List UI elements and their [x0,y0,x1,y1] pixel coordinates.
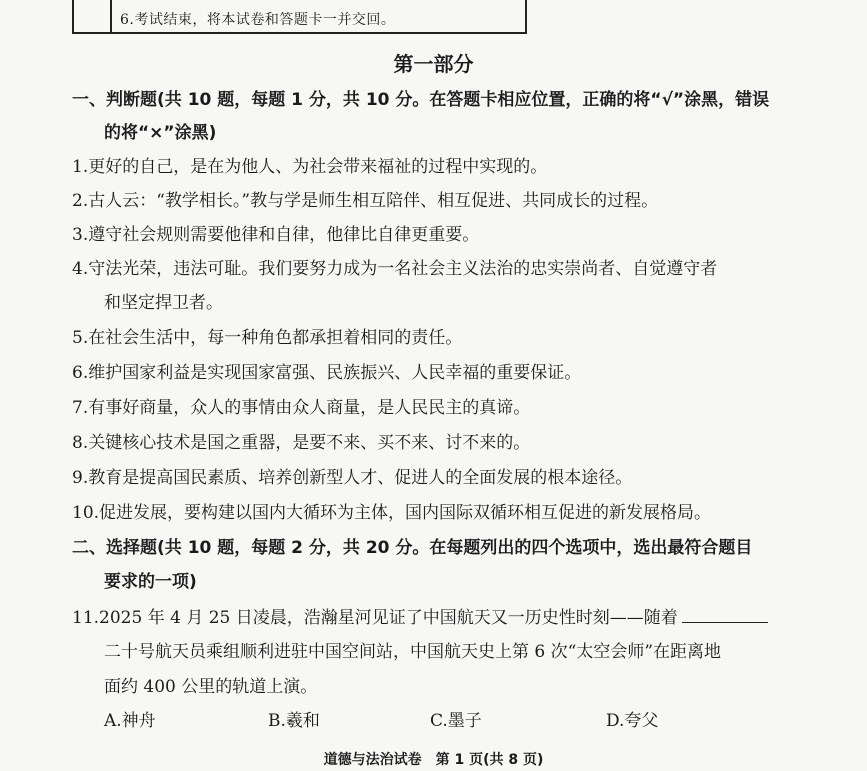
question-11-line3: 面约 400 公里的轨道上演。 [104,677,318,697]
question-8: 8.关键核心技术是国之重器，是要不来、买不来、讨不来的。 [72,433,531,453]
question-5: 5.在社会生活中，每一种角色都承担着相同的责任。 [72,328,463,348]
notice-box [72,0,527,34]
page-footer: 道德与法治试卷 第 1 页(共 8 页) [323,752,544,768]
question-3: 3.遵守社会规则需要他律和自律，他律比自律更重要。 [72,225,480,245]
notice-text: 6.考试结束，将本试卷和答题卡一并交回。 [120,12,396,28]
question-4-line2: 和坚定捍卫者。 [104,293,223,313]
question-11-line1 [72,606,768,629]
option-b: B.羲和 [268,711,320,731]
option-d: D.夸父 [606,711,659,731]
section2-heading-line2: 要求的一项) [104,572,197,592]
option-c: C.墨子 [430,711,482,731]
section1-heading-line1: 一、判断题(共 10 题，每题 1 分，共 10 分。在答题卡相应位置，正确的将“√”涂黑，错误 [72,90,770,110]
question-11-line2: 二十号航天员乘组顺利进驻中国空间站，中国航天史上第 6 次“太空会师”在距离地 [104,642,722,662]
question-4-line1: 4.守法光荣，违法可耻。我们要努力成为一名社会主义法治的忠实崇尚者、自觉遵守者 [72,259,718,279]
question-9: 9.教育是提高国民素质、培养创新型人才、促进人的全面发展的根本途径。 [72,468,633,488]
question-2: 2.古人云：“教学相长。”教与学是师生相互陪伴、相互促进、共同成长的过程。 [72,191,659,211]
question-11-options [104,706,804,730]
option-a: A.神舟 [104,711,156,731]
part-title: 第一部分 [393,52,474,76]
answer-blank [682,606,768,623]
question-10: 10.促进发展，要构建以国内大循环为主体，国内国际双循环相互促进的新发展格局。 [72,503,712,523]
question-11-text: 11.2025 年 4 月 25 日凌晨，浩瀚星河见证了中国航天又一历史性时刻——随着 [72,608,678,628]
section2-heading-line1: 二、选择题(共 10 题，每题 2 分，共 20 分。在每题列出的四个选项中，选出最符合题目 [72,538,753,558]
question-7: 7.有事好商量，众人的事情由众人商量，是人民民主的真谛。 [72,398,531,418]
section1-heading-line2: 的将“×”涂黑) [104,123,217,143]
question-1: 1.更好的自己，是在为他人、为社会带来福祉的过程中实现的。 [72,157,548,177]
question-6: 6.维护国家利益是实现国家富强、民族振兴、人民幸福的重要保证。 [72,363,582,383]
notice-divider [110,0,112,34]
